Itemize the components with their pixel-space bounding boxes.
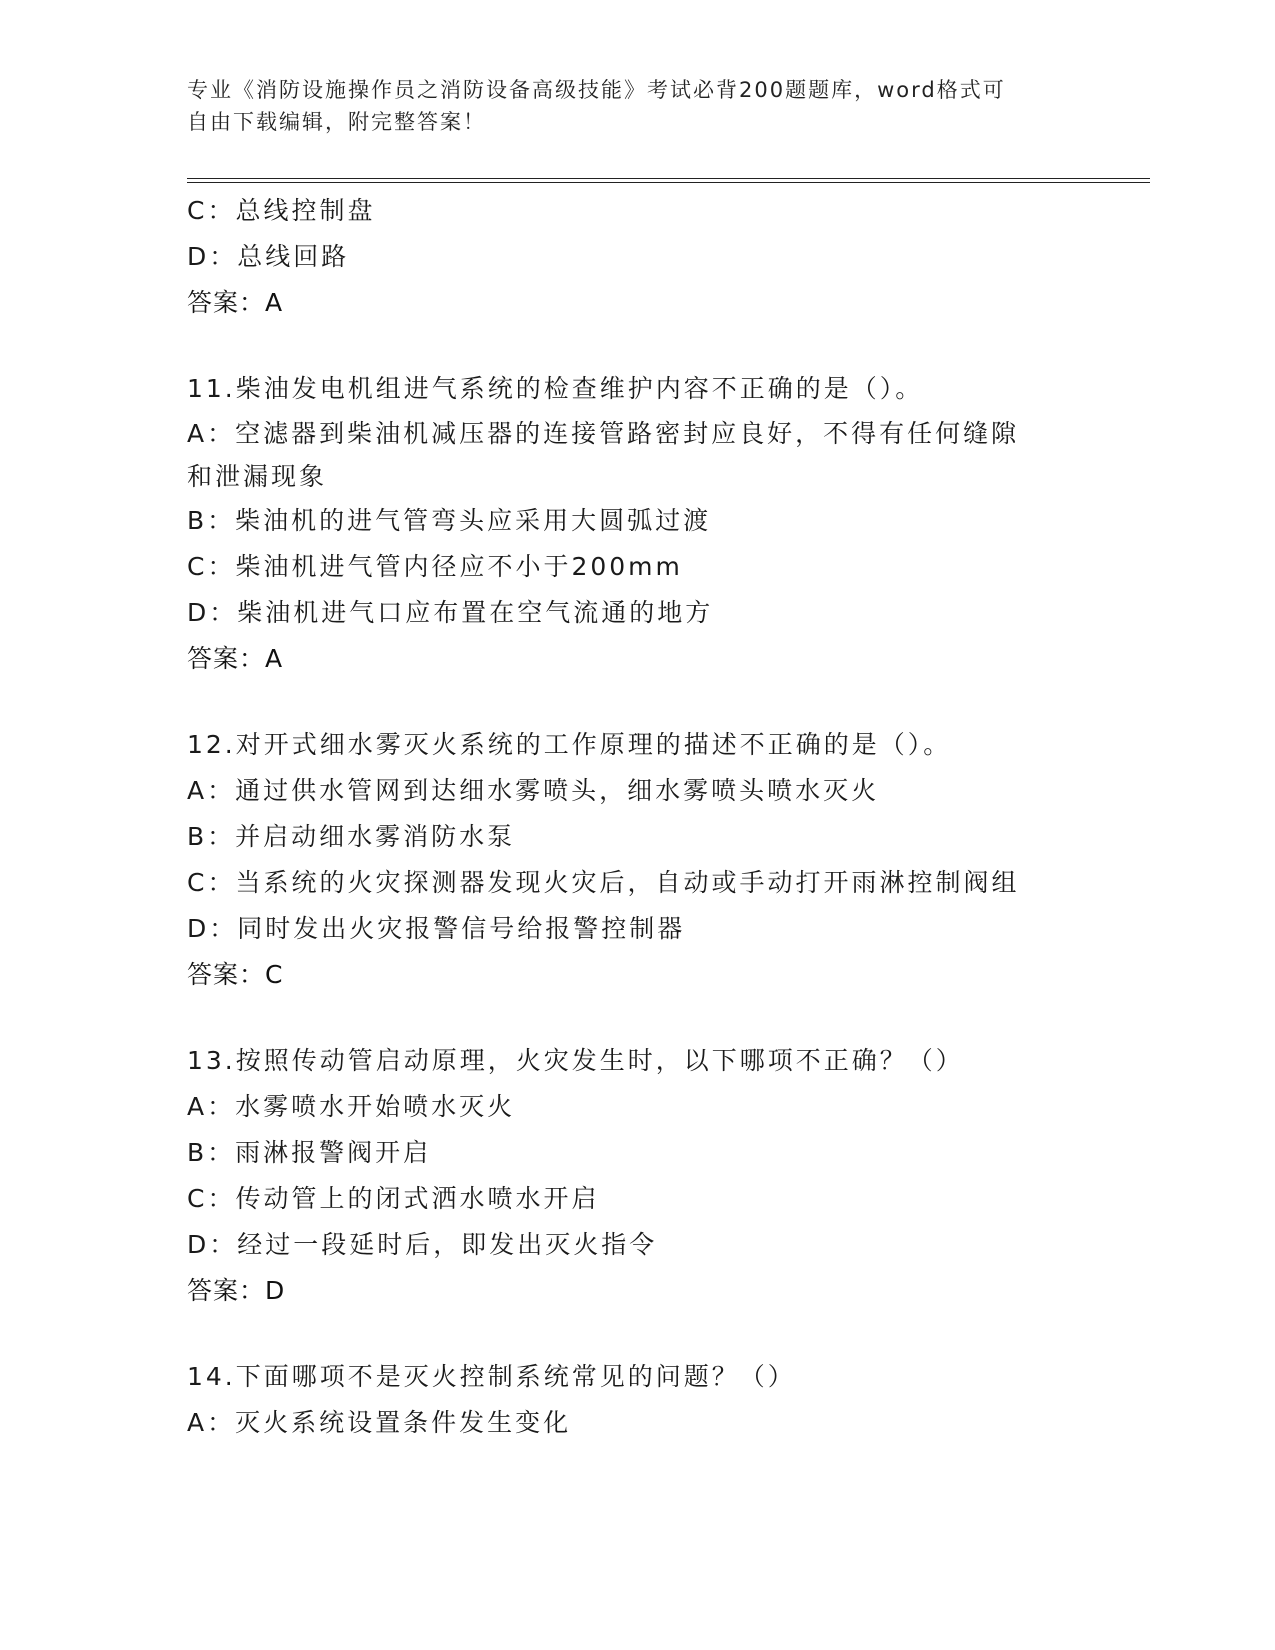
- option-a: A：空滤器到柴油机减压器的连接管路密封应良好，不得有任何缝隙和泄漏现象: [187, 419, 1020, 491]
- answer-line: 答案：D: [187, 1276, 286, 1305]
- question-11: [187, 366, 1087, 682]
- header-divider-top: [187, 178, 1150, 179]
- option-b: B：并启动细水雾消防水泵: [187, 822, 516, 851]
- option-c: C：当系统的火灾探测器发现火灾后，自动或手动打开雨淋控制阀组: [187, 868, 1020, 897]
- question-stem: 12.对开式细水雾灭火系统的工作原理的描述不正确的是（）。: [187, 730, 952, 759]
- option-d: D：同时发出火灾报警信号给报警控制器: [187, 914, 686, 943]
- option-a: A：通过供水管网到达细水雾喷头，细水雾喷头喷水灭火: [187, 776, 880, 805]
- header-divider-bottom: [187, 182, 1150, 183]
- document-header: [187, 74, 1067, 138]
- answer-line: 答案：C: [187, 960, 284, 989]
- question-stem: 13.按照传动管启动原理，火灾发生时，以下哪项不正确？（）: [187, 1046, 964, 1075]
- answer-line: 答案：A: [187, 288, 284, 317]
- option-c: C：传动管上的闭式洒水喷水开启: [187, 1184, 600, 1213]
- question-13: [187, 1038, 1087, 1314]
- option-b: B：雨淋报警阀开启: [187, 1138, 432, 1167]
- question-stem: 11.柴油发电机组进气系统的检查维护内容不正确的是（）。: [187, 374, 924, 403]
- option-c: C：柴油机进气管内径应不小于200mm: [187, 552, 683, 581]
- question-list: [187, 188, 1087, 1446]
- question-12: [187, 722, 1087, 998]
- option-a: A：水雾喷水开始喷水灭火: [187, 1092, 516, 1121]
- option-d: D：柴油机进气口应布置在空气流通的地方: [187, 598, 714, 627]
- option-c: C：总线控制盘: [187, 196, 376, 225]
- question-stem: 14.下面哪项不是灭火控制系统常见的问题？（）: [187, 1362, 796, 1391]
- option-d: D：经过一段延时后，即发出灭火指令: [187, 1230, 658, 1259]
- option-b: B：柴油机的进气管弯头应采用大圆弧过渡: [187, 506, 712, 535]
- question-10-continued: [187, 188, 1087, 326]
- answer-line: 答案：A: [187, 644, 284, 673]
- header-title-line-2: 自由下载编辑，附完整答案！: [187, 110, 486, 134]
- header-title-line-1: 专业《消防设施操作员之消防设备高级技能》考试必背200题题库，word格式可: [187, 78, 1006, 102]
- question-14: [187, 1354, 1087, 1446]
- option-a: A：灭火系统设置条件发生变化: [187, 1408, 572, 1437]
- option-d: D：总线回路: [187, 242, 350, 271]
